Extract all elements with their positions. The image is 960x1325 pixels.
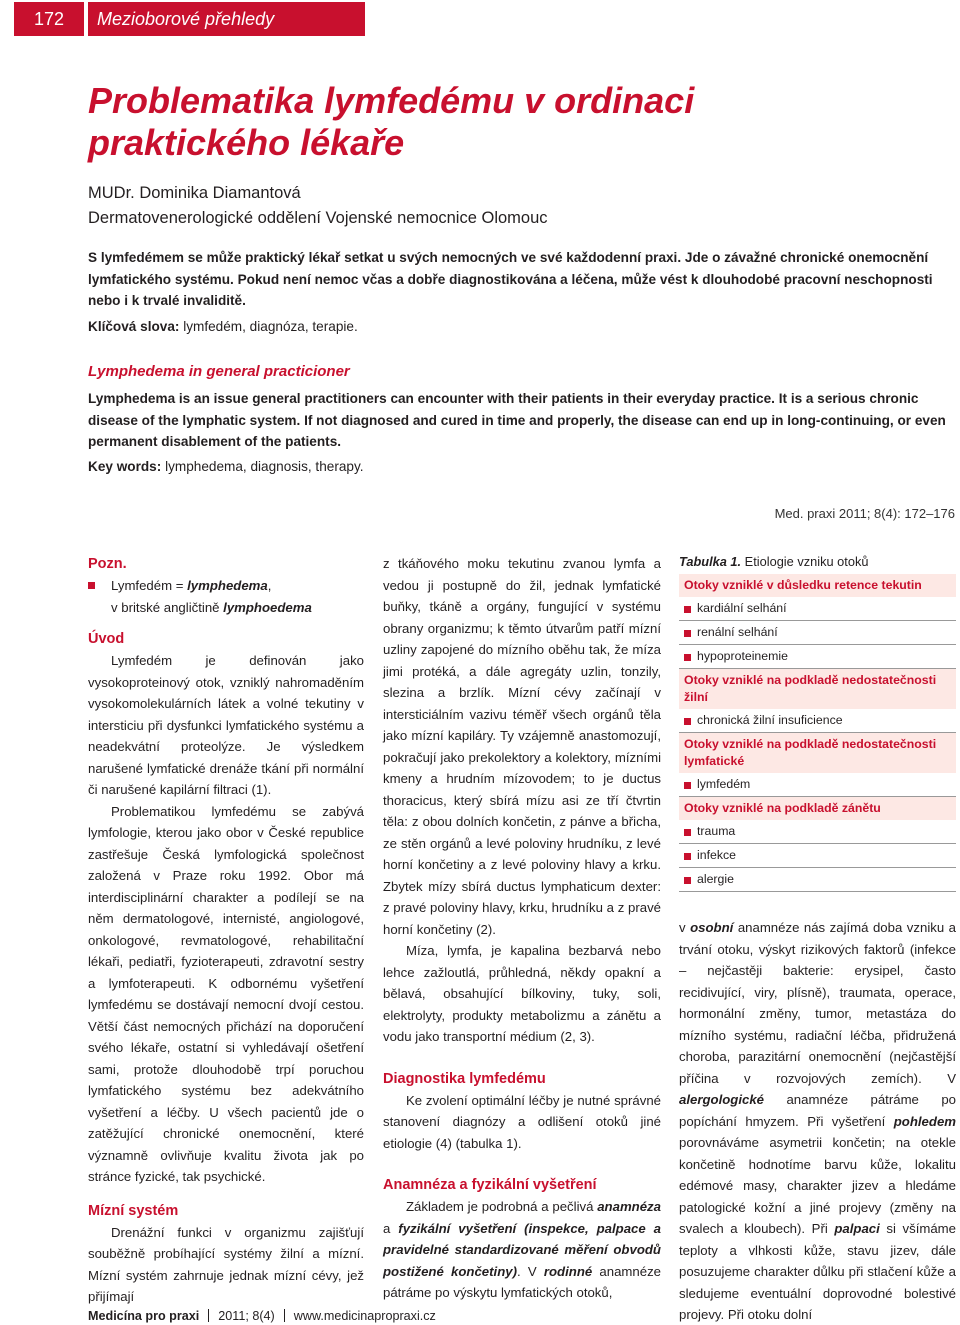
etiology-table: [679, 574, 956, 892]
col3-text-d: alergologické: [679, 1092, 765, 1107]
table-row: [679, 773, 956, 797]
col3-text-b: osobní: [690, 920, 734, 935]
table-row: [679, 868, 956, 892]
table-caption-label: Tabulka 1.: [679, 554, 742, 569]
heading-anamneza: Anamnéza a fyzikální vyšetření: [383, 1177, 597, 1193]
col3-text-f: pohledem: [893, 1113, 956, 1129]
note-text-e: lymphoedema: [223, 599, 312, 615]
table-group-heading: Otoky vzniklé v důsledku retence tekutin: [679, 574, 956, 597]
anam-paragraph-1: [383, 1196, 661, 1304]
col2-paragraph-2: Míza, lymfa, je kapalina bezbarvá nebo lehce zažloutlá, průhledná, někdy opakní a bělavá, obsahující bílkoviny, tuky, soli, elektrolyty, produkty metabolizmu a zánětu a vodu jako transportní médium (2, 3).: [383, 943, 661, 1044]
square-bullet-icon: [684, 718, 691, 725]
footer-url[interactable]: www.medicinapropraxi.cz: [293, 1309, 436, 1323]
table-group-heading: Otoky vzniklé na podkladě nedostatečnosti žilní: [679, 669, 956, 710]
anam-text-d: fyzikální vyšetření (inspekce, palpace a pravidelné standardizované měření obvodů postižené končetiny): [383, 1220, 661, 1279]
square-bullet-icon: [88, 582, 95, 589]
table-row: [679, 709, 956, 733]
footer-divider: [208, 1309, 209, 1322]
note-text-c: ,: [267, 578, 272, 593]
keywords-cz-label: Klíčová slova:: [88, 319, 180, 334]
col3-text-e: anamnéze pátráme po popíchání hmyzem. Při vyšetření: [679, 1092, 956, 1129]
footer-issue: 2011; 8(4): [218, 1309, 275, 1323]
table-group-heading: Otoky vzniklé na podkladě nedostatečnosti lymfatické: [679, 733, 956, 774]
heading-diagnostika: Diagnostika lymfedému: [383, 1070, 546, 1087]
table-caption-text: Etiologie vzniku otoků: [741, 554, 869, 569]
anam-text-c: a: [383, 1220, 399, 1236]
footer-journal: Medicína pro praxi: [88, 1309, 200, 1323]
heading-uvod: Úvod: [88, 631, 125, 647]
anam-text-a: Základem je podrobná a pečlivá: [406, 1199, 598, 1214]
square-bullet-icon: [684, 829, 691, 836]
table-item: renální selhání: [697, 625, 778, 639]
col3-text-c: anamnéze nás zajímá doba vzniku a trvání otoku, výskyt rizikových faktorů (infekce – nejčastěji bakterie: erysipel, často recidivující, viry, plísně), traumata, operace, hormonální změny, tumor, metastáza do mízního systému, radiační léčba, přidružená choroba, parazitární onemocnění (nejčastější příčina v rozvojových zemích). V: [679, 920, 956, 1086]
uvod-paragraph-1: Lymfedém je definován jako vysokoproteinový otok, vzniklý nahromaděním vysokomolekulárních látek a volné tekutiny v intersticiu při dysfunkci lymfatického systému a neadekvátní proteolýze. Je výsledkem narušené lymfatické drenáže tkání při normální či narušené kapilární filtraci (1).: [88, 653, 364, 797]
author: MUDr. Dominika Diamantová: [88, 184, 301, 202]
col3-text-h: palpaci: [834, 1221, 880, 1236]
diag-paragraph-1: Ke zvolení optimální léčby je nutné správné stanovení diagnózy a odlišení otoků jiné etiologie (4) (tabulka 1).: [383, 1092, 661, 1151]
table-group-heading: Otoky vzniklé na podkladě zánětu: [679, 797, 956, 821]
table-item: trauma: [697, 824, 736, 838]
keywords-en-label: Key words:: [88, 459, 162, 474]
footer: [88, 1308, 436, 1324]
note-text-a: Lymfedém =: [111, 578, 188, 593]
abstract-cz: S lymfedémem se může praktický lékař setkat u svých nemocných ve své každodenní praxi. Jde o závažné chronické onemocnění lymfatického systému. Pokud není nemoc včas a dobře diagnostikována a léčena, může vést k dlouhodobé pracovní neschopnosti nebo i k trvalé invaliditě.: [88, 250, 933, 308]
col3-text-i: si všímáme teploty a vlhkosti kůže, stavu jizev, dále posuzujeme charakter důlku při stlačení kůže a sledujeme eventuální doprovodné bolestivé projevy. Při otoku dolní: [679, 1221, 956, 1322]
table-item: alergie: [697, 872, 734, 886]
column-2: [383, 553, 661, 1304]
keywords-cz-text: lymfedém, diagnóza, terapie.: [183, 319, 358, 334]
table-row: [679, 645, 956, 669]
affiliation: Dermatovenerologické oddělení Vojenské nemocnice Olomouc: [88, 209, 548, 227]
square-bullet-icon: [684, 853, 691, 860]
keywords-en: [88, 457, 364, 477]
table-item: lymfedém: [697, 777, 751, 791]
section-title: Mezioborové přehledy: [88, 2, 365, 36]
footer-divider: [284, 1309, 285, 1322]
table-row: [679, 621, 956, 645]
square-bullet-icon: [684, 606, 691, 613]
anam-text-f: rodinné: [543, 1263, 593, 1279]
column-3: [679, 553, 956, 1325]
square-bullet-icon: [684, 654, 691, 661]
note-item: [88, 575, 364, 618]
keywords-en-text: lymphedema, diagnosis, therapy.: [165, 459, 364, 474]
col3-text-g: porovnáváme asymetrii končetin; na otekle končetině hodnotíme barvu kůže, lokalitu edémové masy, charakter jizev a hledáme patologické kožní a jiné projevy (změny na svalech a kloubech). Při: [679, 1135, 956, 1236]
column-1: [88, 553, 364, 1308]
note-text-b: lymphedema: [187, 578, 268, 593]
mizni-paragraph-1: Drenážní funkci v organizmu zajišťují souběžně probíhající systémy žilní a mízní. Mízní systém zahrnuje jednak mízní cévy, jež přijímají: [88, 1224, 364, 1304]
uvod-paragraph-2: Problematikou lymfedému se zabývá lymfologie, kterou jako obor v České republice zastřešuje Česká lymfologická společnost založená v Praze roku 1992. Obor má interdisciplinární charakter a podílejí se na něm dermatologové, internisté, angiologové, onkologové, revmatologové, rehabilitační lékaři, pediatři, fyzioterapeuti, zdravotní sestry a lymfoterapeuti. K odbornému vyšetření lymfedému se dostávají nemocní dvojí cestou. Větší část nemocných přichází na doporučení svého lékaře, ostatní si vyhledávají ošetření sami, protože dlouhodobě trpí poruchou lymfatického systému bez adekvátního vyšetření a léčby. U všech pacientů jde o zatěžující chronické onemocnění, které významně ovlivňuje kvalitu života jak po stránce fyzické, tak psychické.: [88, 803, 364, 1184]
square-bullet-icon: [684, 877, 691, 884]
anam-text-b: anamnéza: [597, 1199, 661, 1214]
table-caption: [679, 553, 956, 571]
table-item: kardiální selhání: [697, 601, 787, 615]
note-heading: Pozn.: [88, 556, 127, 572]
col3-text-a: v: [679, 920, 691, 935]
table-row: [679, 597, 956, 621]
article-title: Problematika lymfedému v ordinaci praktického lékaře: [88, 80, 695, 163]
col2-paragraph-1: z tkáňového moku tekutinu zvanou lymfa a vedou ji postupně do žil, jednak lymfatické buňky, tkáně a orgány, fungující v systému obrany organizmu; k těmto útvarům patří mízní uzliny zapojené do mízního oběhu tak, že míza jimi protéká, a dále agregáty uzlin, tonzily, slezina a brzlík. Mízní cévy začínají v intersticiálním vazivu téměř všech orgánů těla jako mízní kapiláry. Ty vzájemně anastomozují, pokračují jako prekolektory a kolektory, mízními kmeny a hrudním mízovodem; to je ductus thoracicus, který sbírá mízu asi ze tří čtvrtin těla: z obou dolních končetin, z pánve a břicha, ze stěn orgánů a levé poloviny hrudníku, z levé horní končetiny a z levé poloviny hlavy a krku. Zbytek mízy sbírá ductus lymphaticum dexter: z pravé poloviny hlavy, krku, hrudníku a z pravé horní končetiny (2).: [383, 556, 661, 937]
heading-mizni-system: Mízní systém: [88, 1202, 179, 1219]
abstract-en: Lymphedema is an issue general practitioners can encounter with their patients in their everyday practice. It is a serious chronic disease of the lymphatic system. If not diagnosed and cured in time and properly, the disease can end up in long-continuing, or even permanent disablement of the patients.: [88, 391, 946, 449]
square-bullet-icon: [684, 630, 691, 637]
table-item: chronická žilní insuficience: [697, 713, 843, 727]
english-title: Lymphedema in general practicioner: [88, 363, 350, 380]
anam-text-e: . V: [516, 1263, 544, 1279]
page-number: 172: [14, 2, 84, 36]
square-bullet-icon: [684, 782, 691, 789]
table-row: [679, 820, 956, 844]
table-row: [679, 844, 956, 868]
col3-paragraph-1: [679, 917, 956, 1325]
table-item: infekce: [697, 848, 736, 862]
anam-text-g: anamnéze pátráme po výskytu lymfatických otoků,: [383, 1263, 662, 1300]
citation: Med. praxi 2011; 8(4): 172–176: [774, 506, 955, 521]
note-text-d: v britské angličtině: [111, 599, 224, 615]
keywords-cz: [88, 317, 358, 337]
table-item: hypoproteinemie: [697, 649, 788, 663]
